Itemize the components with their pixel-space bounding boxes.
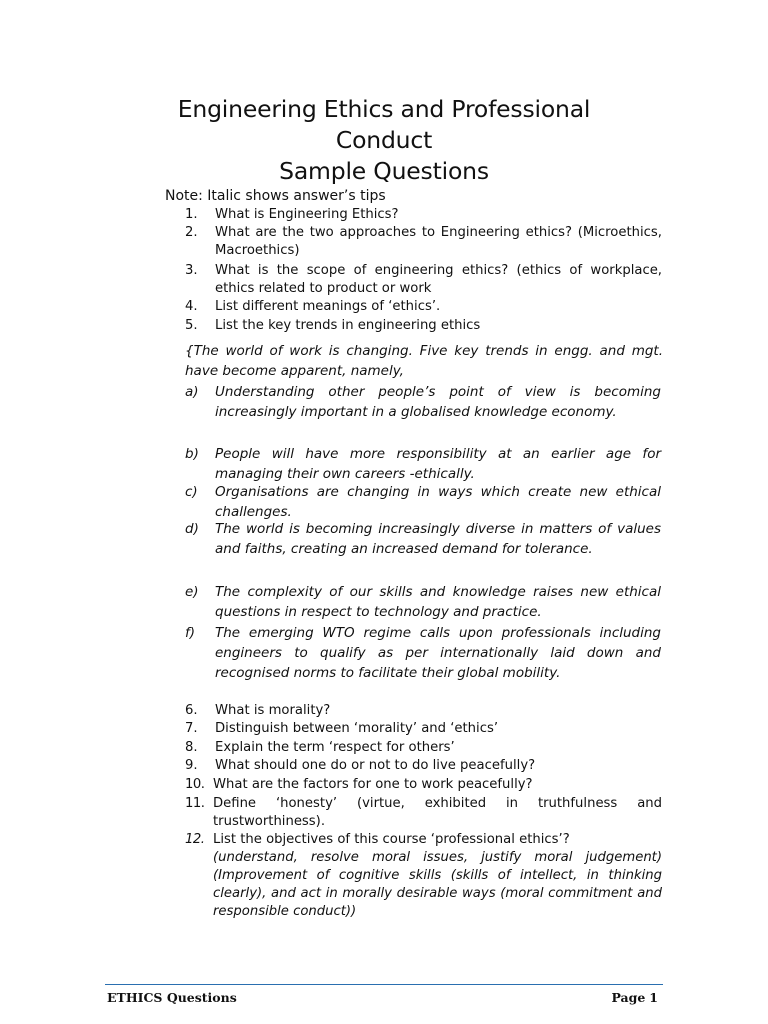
question-answer-tip: (understand, resolve moral issues, justify moral judgement) (Improvement of cognitive skills (skills of intellect, in thinking clearly), and act in morally desirable ways (moral commitment and responsible conduct)) <box>213 850 662 919</box>
tip-text: The complexity of our skills and knowledge raises new ethical questions in respect to technology and practice. <box>215 584 661 620</box>
tip-text: People will have more responsibility at an earlier age for managing their own careers -ethically. <box>215 446 661 482</box>
question-text: List the key trends in engineering ethics <box>215 318 481 333</box>
title-line-2: Conduct <box>335 126 433 154</box>
tip-item <box>185 444 661 484</box>
question-text: Distinguish between ‘morality’ and ‘ethics’ <box>215 721 499 736</box>
question-text: What is Engineering Ethics? <box>215 207 399 222</box>
question-number: 10. <box>185 777 205 792</box>
question-number: 4. <box>185 299 198 314</box>
tip-letter: b) <box>185 446 199 462</box>
tip-item <box>185 382 661 422</box>
question-item <box>185 739 662 757</box>
question-number: 5. <box>185 318 198 333</box>
question-text <box>213 831 662 921</box>
footer-page-label: Page <box>611 990 646 1005</box>
tips-intro: {The world of work is changing. Five key trends in engg. and mgt. have become apparent, namely, <box>185 343 663 379</box>
question-number: 6. <box>185 703 198 718</box>
note-text: Note: Italic shows answer’s tips <box>165 188 386 204</box>
question-text: Explain the term ‘respect for others’ <box>215 740 455 755</box>
question-number: 11. <box>185 796 205 811</box>
tip-letter: f) <box>185 625 196 641</box>
question-text: What is morality? <box>215 703 331 718</box>
question-item <box>185 702 662 720</box>
question-number: 8. <box>185 740 198 755</box>
question-number: 3. <box>185 263 198 278</box>
tip-letter: c) <box>185 484 198 500</box>
question-number: 1. <box>185 207 198 222</box>
question-item <box>185 776 662 794</box>
question-item <box>185 317 662 335</box>
question-number: 9. <box>185 758 198 773</box>
tip-text: The emerging WTO regime calls upon professionals including engineers to qualify as per internationally laid down and recognised norms to facilitate their global mobility. <box>215 625 661 681</box>
tip-item <box>185 482 661 522</box>
question-item <box>185 262 662 298</box>
question-text: What should one do or not to do live peacefully? <box>215 758 536 773</box>
tip-letter: a) <box>185 384 199 400</box>
tip-text: Understanding other people’s point of view is becoming increasingly important in a globalised knowledge economy. <box>215 384 661 420</box>
question-item <box>185 795 662 831</box>
question-number: 12. <box>185 832 205 847</box>
title-line-3: Sample Questions <box>279 157 489 185</box>
question-text: What is the scope of engineering ethics? (ethics of workplace, ethics related to product or work <box>215 263 662 296</box>
footer-page-indicator <box>611 990 658 1005</box>
footer-document-label: ETHICS Questions <box>107 990 237 1005</box>
question-text: What are the two approaches to Engineering ethics? (Microethics, Macroethics) <box>215 225 662 258</box>
question-main-text: List the objectives of this course ‘professional ethics’? <box>213 832 570 847</box>
footer-rule <box>105 984 663 985</box>
question-item <box>185 224 662 260</box>
question-number: 7. <box>185 721 198 736</box>
tip-item <box>185 519 661 559</box>
tip-item <box>185 582 661 622</box>
question-item <box>185 720 662 738</box>
tip-item <box>185 623 661 683</box>
question-text: Define ‘honesty’ (virtue, exhibited in truthfulness and trustworthiness). <box>213 796 662 829</box>
footer-page-number: 1 <box>649 990 658 1005</box>
tip-letter: d) <box>185 521 199 537</box>
tip-text: Organisations are changing in ways which create new ethical challenges. <box>215 484 661 520</box>
question-text: What are the factors for one to work peacefully? <box>213 777 533 792</box>
question-item <box>185 298 662 316</box>
question-number: 2. <box>185 225 198 240</box>
question-item <box>185 206 662 224</box>
question-item <box>185 831 662 921</box>
title-line-1: Engineering Ethics and Professional <box>177 95 591 123</box>
page-title <box>120 94 648 187</box>
question-text: List different meanings of ‘ethics’. <box>215 299 441 314</box>
tip-letter: e) <box>185 584 199 600</box>
question-item <box>185 757 662 775</box>
tip-text: The world is becoming increasingly diverse in matters of values and faiths, creating an increased demand for tolerance. <box>215 521 661 557</box>
